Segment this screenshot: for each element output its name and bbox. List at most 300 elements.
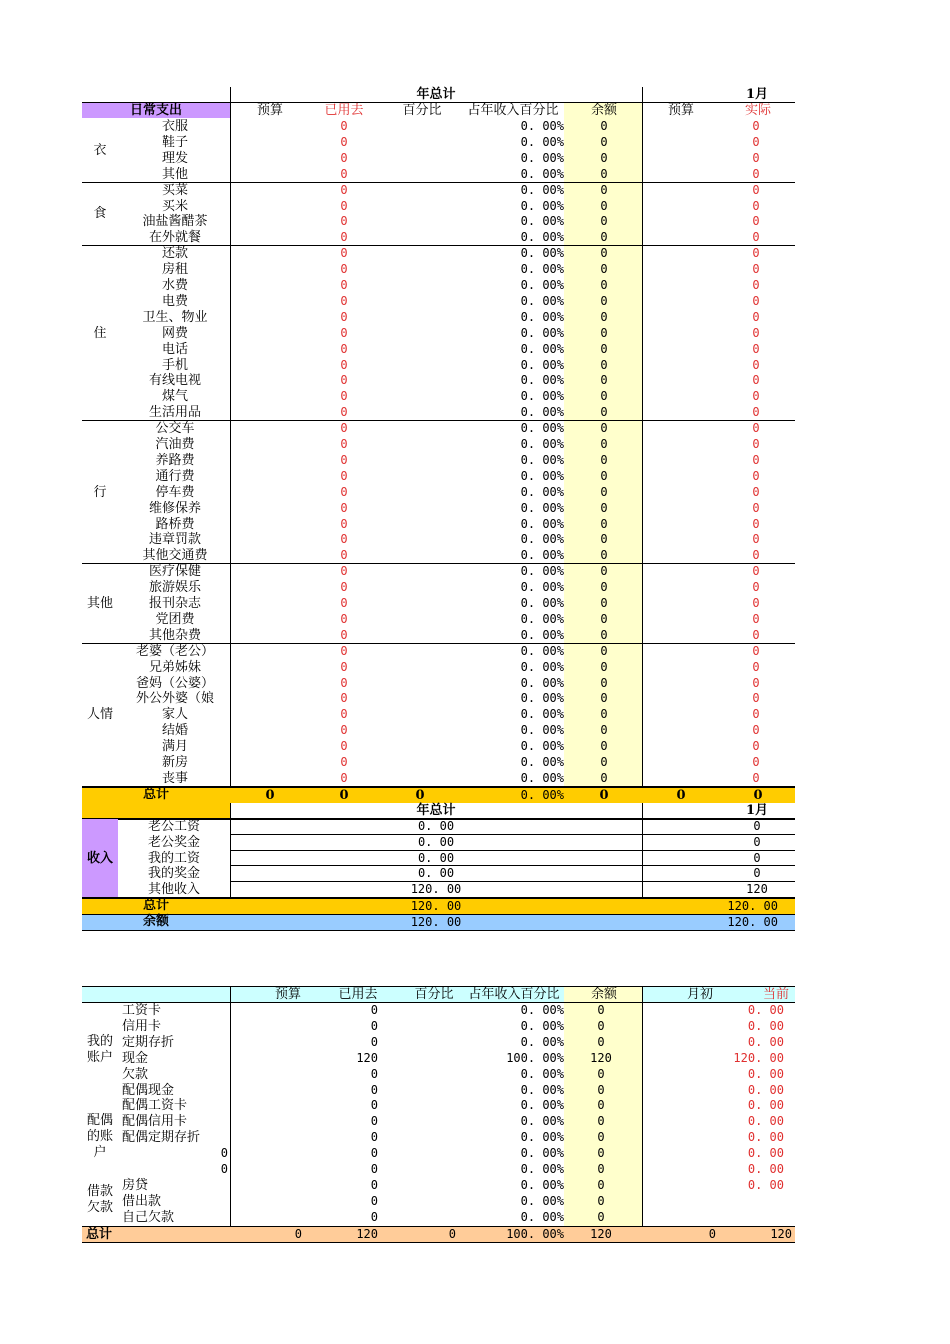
expense-item-label: 买菜 bbox=[161, 182, 188, 198]
expense-item-balance: 0 bbox=[600, 214, 608, 229]
income-month-title: 1月 bbox=[745, 803, 769, 818]
group-divider bbox=[82, 420, 795, 421]
account-group-label: 配偶 的账 户 bbox=[86, 1113, 113, 1160]
account-item-extra: 0 bbox=[220, 1162, 228, 1176]
expense-item-balance: 0 bbox=[600, 325, 608, 340]
income-row-divider bbox=[230, 834, 795, 835]
group-divider bbox=[82, 643, 795, 644]
expense-item-month-actual: 0 bbox=[752, 691, 760, 706]
month-title: 1月 bbox=[745, 87, 769, 102]
expense-item-month-actual: 0 bbox=[752, 278, 760, 292]
account-item-pct: 0. 00% bbox=[520, 1146, 564, 1161]
expense-item-pct: 0. 00% bbox=[520, 230, 564, 245]
expense-item-pct: 0. 00% bbox=[520, 627, 564, 642]
acc-header-used: 已用去 bbox=[338, 987, 378, 1002]
expense-item-month-actual: 0 bbox=[752, 119, 760, 133]
income-item-label: 其他收入 bbox=[147, 882, 200, 898]
account-item-label: 借出款 bbox=[122, 1193, 162, 1209]
expense-item-pct: 0. 00% bbox=[520, 723, 564, 738]
expense-item-pct: 0. 00% bbox=[520, 596, 564, 610]
expense-item-label: 养路费 bbox=[155, 452, 195, 468]
income-item-year: 120. 00 bbox=[410, 882, 462, 897]
expense-item-label: 公交车 bbox=[155, 421, 195, 437]
expense-item-used: 0 bbox=[340, 341, 348, 356]
expense-item-month-actual: 0 bbox=[752, 405, 760, 420]
expense-item-used: 0 bbox=[340, 278, 348, 292]
expense-item-label: 其他杂费 bbox=[148, 627, 201, 643]
account-item-pct: 0. 00% bbox=[520, 1098, 564, 1113]
expense-group-label: 住 bbox=[93, 325, 107, 341]
expense-item-month-actual: 0 bbox=[752, 230, 760, 245]
expense-item-used: 0 bbox=[340, 452, 348, 467]
account-item-current: 0. 00 bbox=[747, 1018, 784, 1033]
expense-item-pct: 0. 00% bbox=[520, 182, 564, 197]
accounts-total-income-pct: 100. 00% bbox=[506, 1227, 564, 1241]
expense-item-label: 报刊杂志 bbox=[148, 596, 201, 611]
accounts-total-balance: 120 bbox=[590, 1227, 612, 1241]
expense-item-label: 有线电视 bbox=[148, 373, 201, 389]
header-percent: 百分比 bbox=[402, 103, 442, 118]
expense-total-budget: 0 bbox=[265, 788, 275, 803]
expense-item-month-actual: 0 bbox=[752, 389, 760, 404]
expense-item-pct: 0. 00% bbox=[520, 246, 564, 261]
account-item-label: 信用卡 bbox=[122, 1018, 162, 1034]
income-item-month: 0 bbox=[753, 834, 761, 849]
account-item-pct: 0. 00% bbox=[520, 1114, 564, 1129]
expense-item-balance: 0 bbox=[600, 596, 608, 610]
expense-item-label: 还款 bbox=[161, 246, 188, 262]
expense-item-balance: 0 bbox=[600, 452, 608, 467]
expense-group-label: 食 bbox=[93, 206, 107, 222]
expense-item-used: 0 bbox=[340, 755, 348, 769]
account-item-label: 配偶定期存折 bbox=[122, 1130, 201, 1146]
expense-item-balance: 0 bbox=[600, 198, 608, 213]
balance-month: 120. 00 bbox=[727, 915, 778, 929]
expense-item-label: 党团费 bbox=[155, 611, 195, 627]
balance-year: 120. 00 bbox=[410, 915, 462, 929]
expense-item-balance: 0 bbox=[600, 675, 608, 690]
expense-item-label: 理发 bbox=[161, 150, 188, 166]
account-item-pct: 0. 00% bbox=[520, 1034, 564, 1049]
acc-header-income-pct: 占年收入百分比 bbox=[468, 987, 560, 1002]
account-item-balance: 0 bbox=[597, 1098, 605, 1113]
expense-item-used: 0 bbox=[340, 707, 348, 722]
expense-item-pct: 0. 00% bbox=[520, 341, 564, 356]
account-item-used: 0 bbox=[370, 1209, 378, 1224]
expense-item-label: 房租 bbox=[161, 262, 188, 278]
account-item-extra: 0 bbox=[220, 1146, 228, 1161]
accounts-total-month-start: 0 bbox=[708, 1227, 716, 1241]
header-used: 已用去 bbox=[324, 103, 364, 118]
income-item-label: 我的奖金 bbox=[147, 866, 200, 882]
expense-item-label: 家人 bbox=[161, 707, 188, 723]
expense-item-pct: 0. 00% bbox=[520, 357, 564, 372]
acc-header-budget: 预算 bbox=[274, 987, 301, 1002]
expense-item-month-actual: 0 bbox=[752, 452, 760, 467]
expense-item-used: 0 bbox=[340, 214, 348, 229]
account-item-current: 0. 00 bbox=[747, 1003, 784, 1017]
expense-group-label: 其他 bbox=[86, 595, 113, 611]
expense-item-pct: 0. 00% bbox=[520, 373, 564, 388]
expense-item-month-actual: 0 bbox=[752, 198, 760, 213]
expense-item-balance: 0 bbox=[600, 770, 608, 785]
account-item-current: 0. 00 bbox=[747, 1162, 784, 1176]
expense-item-used: 0 bbox=[340, 389, 348, 404]
expense-item-label: 电话 bbox=[161, 341, 188, 357]
expense-item-used: 0 bbox=[340, 611, 348, 626]
account-item-used: 0 bbox=[370, 1082, 378, 1097]
expense-item-balance: 0 bbox=[600, 246, 608, 261]
expense-item-balance: 0 bbox=[600, 134, 608, 149]
income-item-label: 老公奖金 bbox=[147, 834, 200, 850]
expense-item-balance: 0 bbox=[600, 611, 608, 626]
expense-item-balance: 0 bbox=[600, 627, 608, 642]
expense-item-label: 老婆（老公） bbox=[135, 643, 214, 659]
expense-item-label: 通行费 bbox=[155, 468, 195, 484]
expense-item-used: 0 bbox=[340, 437, 348, 451]
account-item-balance: 0 bbox=[597, 1177, 605, 1192]
expense-item-month-actual: 0 bbox=[752, 643, 760, 658]
expense-item-month-actual: 0 bbox=[752, 357, 760, 372]
expense-item-pct: 0. 00% bbox=[520, 421, 564, 436]
expense-item-used: 0 bbox=[340, 134, 348, 149]
group-divider bbox=[82, 245, 795, 246]
account-group-label: 借款 欠款 bbox=[86, 1184, 113, 1215]
expense-item-month-actual: 0 bbox=[752, 675, 760, 690]
expense-item-balance: 0 bbox=[600, 659, 608, 674]
expense-item-pct: 0. 00% bbox=[520, 548, 564, 563]
expense-item-pct: 0. 00% bbox=[520, 755, 564, 769]
expense-item-balance: 0 bbox=[600, 262, 608, 277]
expense-item-label: 卫生、物业 bbox=[142, 309, 208, 325]
income-item-month: 0 bbox=[753, 850, 761, 865]
expense-item-month-actual: 0 bbox=[752, 532, 760, 547]
account-item-balance: 0 bbox=[597, 1082, 605, 1097]
account-item-label: 配偶信用卡 bbox=[122, 1114, 188, 1130]
expense-item-pct: 0. 00% bbox=[520, 309, 564, 324]
expense-group-label: 衣 bbox=[93, 142, 107, 158]
account-item-current: 0. 00 bbox=[747, 1130, 784, 1145]
account-item-used: 120 bbox=[356, 1050, 378, 1065]
expense-item-balance: 0 bbox=[600, 691, 608, 706]
accounts-total-current: 120 bbox=[770, 1227, 792, 1241]
expense-item-used: 0 bbox=[340, 373, 348, 388]
income-row-divider bbox=[230, 865, 795, 866]
expense-item-label: 医疗保健 bbox=[148, 564, 201, 580]
expense-item-balance: 0 bbox=[600, 484, 608, 499]
expense-item-used: 0 bbox=[340, 627, 348, 642]
account-item-label: 工资卡 bbox=[122, 1003, 162, 1018]
expense-item-label: 停车费 bbox=[155, 484, 195, 500]
account-item-used: 0 bbox=[370, 1034, 378, 1049]
account-item-label: 欠款 bbox=[122, 1066, 149, 1082]
account-item-balance: 0 bbox=[597, 1162, 605, 1176]
expense-item-label: 在外就餐 bbox=[148, 230, 201, 246]
expense-item-label: 衣服 bbox=[161, 119, 188, 134]
balance-label: 余额 bbox=[142, 914, 169, 929]
expense-item-pct: 0. 00% bbox=[520, 643, 564, 658]
income-item-year: 0. 00 bbox=[417, 866, 455, 881]
expense-item-pct: 0. 00% bbox=[520, 405, 564, 420]
expense-item-used: 0 bbox=[340, 564, 348, 579]
expense-item-balance: 0 bbox=[600, 150, 608, 165]
expense-item-label: 维修保养 bbox=[148, 500, 201, 516]
expense-item-used: 0 bbox=[340, 357, 348, 372]
expense-item-month-actual: 0 bbox=[752, 611, 760, 626]
expense-item-pct: 0. 00% bbox=[520, 580, 564, 595]
account-item-current: 0. 00 bbox=[747, 1082, 784, 1097]
expense-item-pct: 0. 00% bbox=[520, 198, 564, 213]
expense-item-used: 0 bbox=[340, 230, 348, 245]
expense-item-label: 旅游娱乐 bbox=[148, 580, 201, 596]
account-item-pct: 0. 00% bbox=[520, 1177, 564, 1192]
year-total-title: 年总计 bbox=[416, 87, 456, 102]
account-item-current: 0. 00 bbox=[747, 1114, 784, 1129]
expense-item-month-actual: 0 bbox=[752, 739, 760, 754]
expense-item-label: 满月 bbox=[161, 739, 188, 755]
account-item-used: 0 bbox=[370, 1162, 378, 1176]
expense-item-balance: 0 bbox=[600, 309, 608, 324]
account-item-current: 120. 00 bbox=[733, 1050, 784, 1065]
acc-header-month-start: 月初 bbox=[686, 987, 713, 1002]
expense-item-pct: 0. 00% bbox=[520, 707, 564, 722]
account-item-pct: 100. 00% bbox=[506, 1050, 564, 1065]
expense-item-label: 水费 bbox=[161, 278, 188, 293]
expense-item-label: 新房 bbox=[161, 755, 188, 770]
expense-item-balance: 0 bbox=[600, 421, 608, 436]
expense-item-balance: 0 bbox=[600, 580, 608, 595]
expense-item-label: 电费 bbox=[161, 293, 188, 309]
expense-item-label: 结婚 bbox=[161, 723, 188, 739]
expense-item-balance: 0 bbox=[600, 373, 608, 388]
income-item-month: 0 bbox=[753, 819, 761, 833]
expense-item-balance: 0 bbox=[600, 293, 608, 308]
expense-item-pct: 0. 00% bbox=[520, 532, 564, 547]
account-item-pct: 0. 00% bbox=[520, 1082, 564, 1097]
expense-item-balance: 0 bbox=[600, 643, 608, 658]
header-month-actual: 实际 bbox=[744, 103, 771, 118]
account-item-pct: 0. 00% bbox=[520, 1066, 564, 1081]
acc-header-percent: 百分比 bbox=[414, 987, 454, 1002]
expense-item-label: 丧事 bbox=[161, 770, 188, 786]
expense-item-balance: 0 bbox=[600, 166, 608, 181]
group-divider bbox=[82, 182, 795, 183]
expense-item-balance: 0 bbox=[600, 437, 608, 451]
account-item-used: 0 bbox=[370, 1146, 378, 1161]
accounts-total-budget: 0 bbox=[294, 1227, 302, 1241]
expense-item-month-actual: 0 bbox=[752, 516, 760, 531]
account-item-label: 现金 bbox=[122, 1050, 149, 1066]
account-item-current: 0. 00 bbox=[747, 1066, 784, 1081]
account-item-current: 0. 00 bbox=[747, 1034, 784, 1049]
expense-item-month-actual: 0 bbox=[752, 262, 760, 277]
expense-item-month-actual: 0 bbox=[752, 341, 760, 356]
income-item-month: 120 bbox=[746, 882, 768, 897]
expense-item-balance: 0 bbox=[600, 707, 608, 722]
expense-total-percent: 0 bbox=[415, 788, 425, 803]
account-item-pct: 0. 00% bbox=[520, 1162, 564, 1176]
expense-item-month-actual: 0 bbox=[752, 548, 760, 563]
expense-item-pct: 0. 00% bbox=[520, 500, 564, 515]
income-item-month: 0 bbox=[753, 866, 761, 881]
income-year-title: 年总计 bbox=[416, 803, 456, 818]
expense-item-label: 兄弟姊妹 bbox=[148, 659, 201, 675]
expense-item-used: 0 bbox=[340, 691, 348, 706]
expense-item-month-actual: 0 bbox=[752, 325, 760, 340]
account-item-label: 房贷 bbox=[122, 1177, 149, 1193]
account-item-current: 0. 00 bbox=[747, 1146, 784, 1161]
expense-item-used: 0 bbox=[340, 723, 348, 738]
acc-header-current: 当前 bbox=[762, 987, 789, 1002]
expense-item-used: 0 bbox=[340, 580, 348, 595]
expense-item-pct: 0. 00% bbox=[520, 691, 564, 706]
expense-item-used: 0 bbox=[340, 166, 348, 181]
account-item-balance: 0 bbox=[597, 1209, 605, 1224]
expense-item-label: 外公外婆（娘 bbox=[135, 691, 214, 707]
expense-item-pct: 0. 00% bbox=[520, 452, 564, 467]
expense-item-pct: 0. 00% bbox=[520, 484, 564, 499]
expense-item-used: 0 bbox=[340, 293, 348, 308]
expense-item-used: 0 bbox=[340, 119, 348, 133]
expense-group-label: 人情 bbox=[86, 707, 113, 723]
expense-item-used: 0 bbox=[340, 516, 348, 531]
expense-total-balance: 0 bbox=[599, 788, 609, 803]
expense-item-used: 0 bbox=[340, 421, 348, 436]
expense-item-month-actual: 0 bbox=[752, 723, 760, 738]
expense-total-used: 0 bbox=[339, 788, 349, 803]
expense-item-month-actual: 0 bbox=[752, 182, 760, 197]
expense-item-used: 0 bbox=[340, 500, 348, 515]
account-item-balance: 0 bbox=[597, 1193, 605, 1208]
expense-total-month-actual: 0 bbox=[753, 788, 763, 803]
expense-item-month-actual: 0 bbox=[752, 309, 760, 324]
expense-item-balance: 0 bbox=[600, 119, 608, 133]
account-item-pct: 0. 00% bbox=[520, 1130, 564, 1145]
expense-item-pct: 0. 00% bbox=[520, 516, 564, 531]
expense-item-balance: 0 bbox=[600, 341, 608, 356]
expense-total-month-budget: 0 bbox=[676, 788, 686, 803]
expense-item-month-actual: 0 bbox=[752, 468, 760, 483]
account-item-pct: 0. 00% bbox=[520, 1018, 564, 1033]
account-item-used: 0 bbox=[370, 1066, 378, 1081]
income-item-year: 0. 00 bbox=[417, 850, 455, 865]
expense-item-pct: 0. 00% bbox=[520, 293, 564, 308]
acc-header-balance: 余额 bbox=[590, 987, 617, 1002]
account-item-current: 0. 00 bbox=[747, 1177, 784, 1192]
account-item-label: 配偶现金 bbox=[122, 1082, 175, 1098]
expense-item-balance: 0 bbox=[600, 723, 608, 738]
header-category: 日常支出 bbox=[129, 103, 182, 118]
expense-item-pct: 0. 00% bbox=[520, 150, 564, 165]
expense-item-balance: 0 bbox=[600, 500, 608, 515]
expense-item-balance: 0 bbox=[600, 564, 608, 579]
expense-item-used: 0 bbox=[340, 150, 348, 165]
expense-item-pct: 0. 00% bbox=[520, 325, 564, 340]
accounts-total-label: 总计 bbox=[86, 1227, 113, 1242]
expense-item-used: 0 bbox=[340, 659, 348, 674]
expense-item-used: 0 bbox=[340, 484, 348, 499]
expense-item-month-actual: 0 bbox=[752, 707, 760, 722]
income-total-month: 120. 00 bbox=[727, 899, 778, 913]
expense-item-used: 0 bbox=[340, 548, 348, 563]
account-item-balance: 0 bbox=[597, 1034, 605, 1049]
account-item-balance: 0 bbox=[597, 1018, 605, 1033]
account-item-used: 0 bbox=[370, 1177, 378, 1192]
expense-item-balance: 0 bbox=[600, 357, 608, 372]
expense-item-month-actual: 0 bbox=[752, 659, 760, 674]
expense-item-pct: 0. 00% bbox=[520, 166, 564, 181]
expense-item-label: 爸妈（公婆） bbox=[135, 675, 214, 691]
expense-item-pct: 0. 00% bbox=[520, 564, 564, 579]
income-item-label: 我的工资 bbox=[147, 850, 200, 866]
account-item-balance: 0 bbox=[597, 1003, 605, 1017]
expense-item-used: 0 bbox=[340, 246, 348, 261]
income-total-year: 120. 00 bbox=[410, 899, 462, 913]
account-item-balance: 0 bbox=[597, 1146, 605, 1161]
account-item-balance: 0 bbox=[597, 1130, 605, 1145]
header-income-pct: 占年收入百分比 bbox=[467, 103, 559, 118]
expense-item-used: 0 bbox=[340, 468, 348, 483]
expense-item-label: 煤气 bbox=[161, 389, 188, 405]
expense-item-month-actual: 0 bbox=[752, 166, 760, 181]
account-item-used: 0 bbox=[370, 1098, 378, 1113]
income-item-year: 0. 00 bbox=[417, 819, 455, 833]
accounts-total-used: 120 bbox=[356, 1227, 378, 1241]
expense-item-pct: 0. 00% bbox=[520, 770, 564, 785]
expense-item-used: 0 bbox=[340, 325, 348, 340]
income-title-band bbox=[82, 803, 230, 818]
expense-item-month-actual: 0 bbox=[752, 134, 760, 149]
expense-item-label: 网费 bbox=[161, 325, 188, 341]
expense-item-pct: 0. 00% bbox=[520, 675, 564, 690]
expense-group-label: 行 bbox=[93, 484, 107, 500]
account-item-balance: 120 bbox=[590, 1050, 612, 1065]
expense-item-month-actual: 0 bbox=[752, 421, 760, 436]
account-item-pct: 0. 00% bbox=[520, 1193, 564, 1208]
expense-item-label: 鞋子 bbox=[161, 134, 188, 150]
expense-item-month-actual: 0 bbox=[752, 484, 760, 499]
account-item-pct: 0. 00% bbox=[520, 1209, 564, 1224]
expense-item-label: 油盐酱醋茶 bbox=[142, 214, 208, 230]
account-item-used: 0 bbox=[370, 1003, 378, 1017]
expense-item-used: 0 bbox=[340, 596, 348, 610]
expense-item-pct: 0. 00% bbox=[520, 468, 564, 483]
account-item-label: 自己欠款 bbox=[122, 1209, 175, 1225]
expense-item-month-actual: 0 bbox=[752, 500, 760, 515]
account-item-label: 定期存折 bbox=[122, 1034, 175, 1050]
expense-item-pct: 0. 00% bbox=[520, 262, 564, 277]
expense-item-used: 0 bbox=[340, 643, 348, 658]
expense-item-label: 其他交通费 bbox=[142, 548, 208, 564]
income-item-label: 老公工资 bbox=[147, 819, 200, 834]
income-total-label: 总计 bbox=[142, 898, 169, 913]
expense-item-balance: 0 bbox=[600, 532, 608, 547]
expense-item-used: 0 bbox=[340, 675, 348, 690]
expense-item-balance: 0 bbox=[600, 468, 608, 483]
expense-item-month-actual: 0 bbox=[752, 214, 760, 229]
expense-item-used: 0 bbox=[340, 739, 348, 754]
expense-item-used: 0 bbox=[340, 262, 348, 277]
expense-item-label: 路桥费 bbox=[155, 516, 195, 532]
expense-item-balance: 0 bbox=[600, 389, 608, 404]
account-item-label: 配偶工资卡 bbox=[122, 1098, 188, 1114]
expense-item-balance: 0 bbox=[600, 405, 608, 420]
expense-item-pct: 0. 00% bbox=[520, 214, 564, 229]
expense-item-month-actual: 0 bbox=[752, 627, 760, 642]
expense-item-pct: 0. 00% bbox=[520, 119, 564, 133]
group-divider bbox=[82, 563, 795, 564]
expense-item-label: 生活用品 bbox=[148, 405, 201, 421]
